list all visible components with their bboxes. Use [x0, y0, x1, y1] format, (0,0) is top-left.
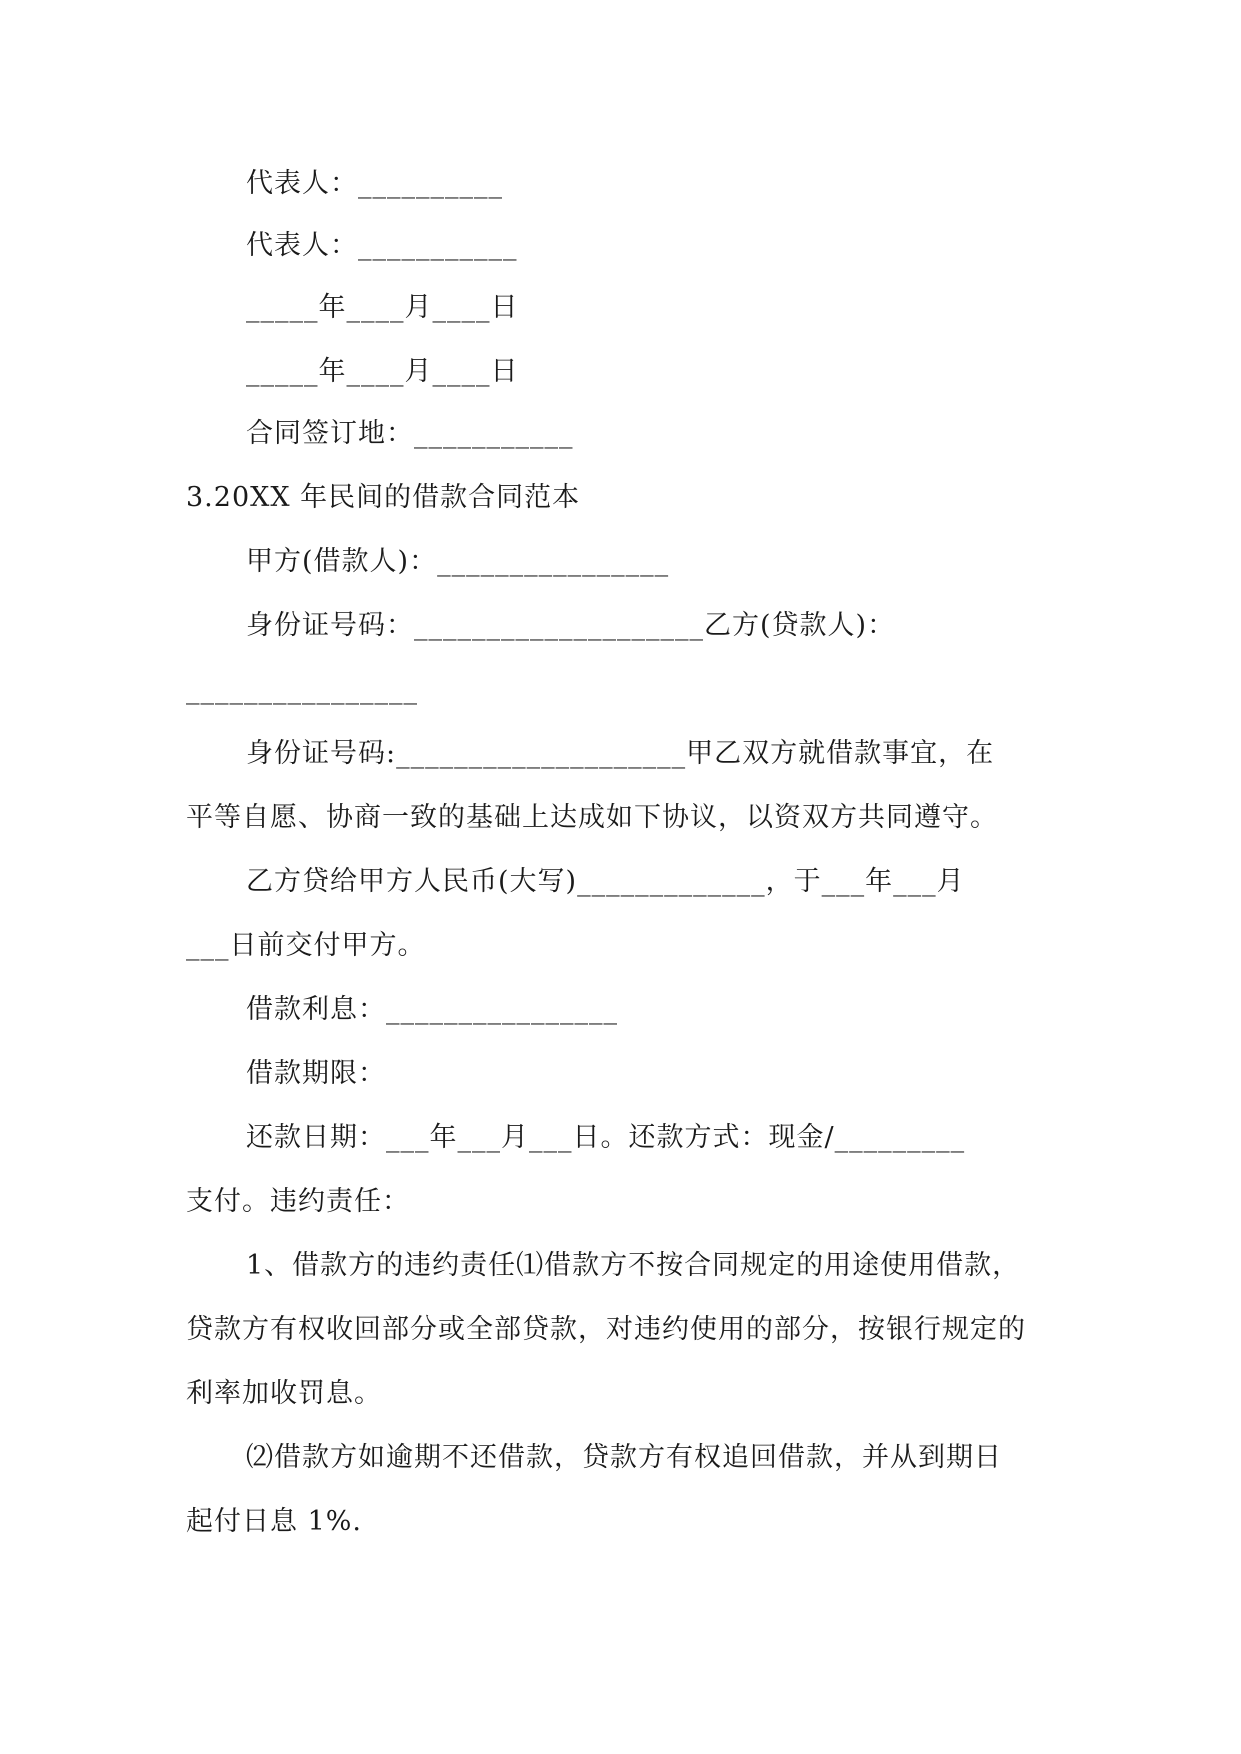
- clause-1-line-1: 1、借款方的违约责任⑴借款方不按合同规定的用途使用借款，: [246, 1250, 1021, 1281]
- date-line-1: _____年____月____日: [246, 292, 519, 323]
- payment-liability-line: 支付。违约责任：: [186, 1186, 410, 1217]
- signing-place-line: 合同签订地：___________: [246, 418, 574, 449]
- repayment-line: 还款日期：___年___月___日。还款方式：现金/_________: [246, 1122, 966, 1153]
- delivery-date-line: ___日前交付甲方。: [186, 930, 426, 961]
- representative-line-1: 代表人：__________: [246, 168, 503, 199]
- clause-1-line-3: 利率加收罚息。: [186, 1378, 382, 1409]
- party-b-blank-line: ________________: [186, 674, 418, 705]
- clause-2-line-2: 起付日息 1%.: [186, 1506, 362, 1537]
- party-a-line: 甲方(借款人)：________________: [246, 546, 670, 577]
- representative-line-2: 代表人：___________: [246, 230, 518, 261]
- agreement-paragraph-line: 平等自愿、协商一致的基础上达成如下协议，以资双方共同遵守。: [186, 802, 998, 833]
- clause-2-line-1: ⑵借款方如逾期不还借款，贷款方有权追回借款，并从到期日: [246, 1442, 1002, 1473]
- date-line-2: _____年____月____日: [246, 356, 519, 387]
- id-number-line-1: 身份证号码：____________________乙方(贷款人)：: [246, 610, 896, 641]
- term-line: 借款期限：: [246, 1058, 386, 1089]
- id-number-line-2: 身份证号码:____________________甲乙双方就借款事宜，在: [246, 738, 995, 769]
- section-heading: 3.20XX 年民间的借款合同范本: [186, 482, 581, 513]
- clause-1-line-2: 贷款方有权收回部分或全部贷款，对违约使用的部分，按银行规定的: [186, 1314, 1026, 1345]
- loan-amount-line: 乙方贷给甲方人民币(大写)_____________，于___年___月: [246, 866, 965, 897]
- interest-line: 借款利息：________________: [246, 994, 618, 1025]
